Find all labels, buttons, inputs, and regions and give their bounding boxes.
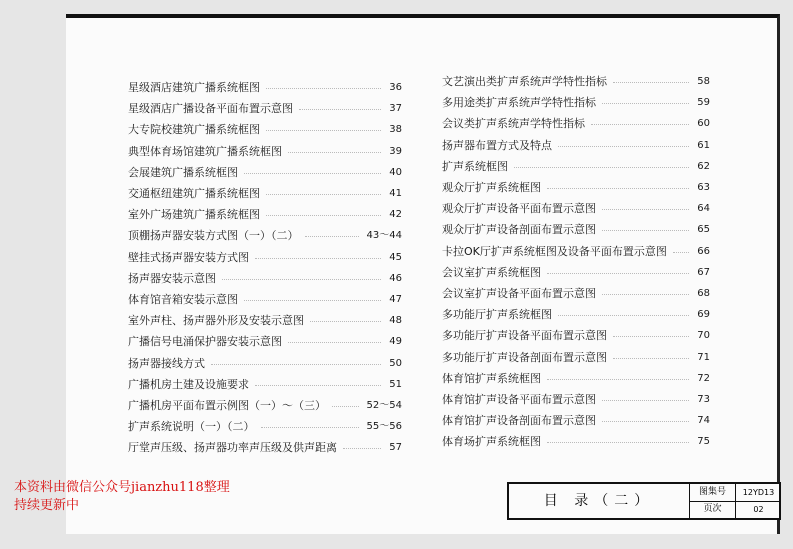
- toc-entry-page: 45: [389, 251, 402, 263]
- toc-entry-title: 室外声柱、扬声器外形及安装示意图: [128, 314, 304, 328]
- toc-leader-dots: [602, 421, 689, 422]
- toc-entry-page: 40: [389, 166, 402, 178]
- toc-entry-page: 50: [389, 357, 402, 369]
- toc-entry-title: 会展建筑广播系统框图: [128, 165, 238, 179]
- toc-entry-page: 70: [697, 330, 710, 342]
- toc-entry: [442, 222, 710, 238]
- toc-entry-title: 多功能厅扩声系统框图: [442, 308, 552, 322]
- toc-entry-page: 59: [697, 97, 710, 109]
- toc-entry: [128, 228, 402, 244]
- toc-leader-dots: [602, 103, 689, 104]
- toc-entry: [442, 74, 710, 90]
- toc-entry-page: 62: [697, 160, 710, 172]
- toc-leader-dots: [305, 236, 359, 237]
- toc-entry-title: 多用途类扩声系统声学特性指标: [442, 96, 596, 110]
- toc-entry-title: 体育馆扩声系统框图: [442, 371, 541, 385]
- toc-leader-dots: [514, 167, 689, 168]
- toc-entry-title: 会议室扩声系统框图: [442, 265, 541, 279]
- toc-entry-page: 55～56: [366, 421, 402, 433]
- toc-leader-dots: [299, 109, 381, 110]
- toc-leader-dots: [288, 342, 381, 343]
- toc-entry: [128, 186, 402, 202]
- toc-entry-page: 69: [697, 309, 710, 321]
- toc-entry-page: 72: [697, 372, 710, 384]
- toc-leader-dots: [558, 315, 689, 316]
- toc-entry: [442, 95, 710, 111]
- toc-entry-title: 星级酒店建筑广播系统框图: [128, 81, 260, 94]
- toc-leader-dots: [547, 188, 689, 189]
- toc-entry: [442, 434, 710, 450]
- toc-entry: [128, 80, 402, 96]
- toc-entry-title: 顶棚扬声器安装方式图（一）（二）: [128, 229, 299, 243]
- toc-entry: [442, 307, 710, 323]
- toc-entry-page: 63: [697, 182, 710, 193]
- toc-entry-page: 60: [697, 118, 710, 130]
- toc-entry-title: 室外广场建筑广播系统框图: [128, 208, 260, 222]
- toc-entry-title: 壁挂式扬声器安装方式图: [128, 250, 249, 264]
- toc-entry-page: 42: [389, 209, 402, 221]
- toc-entry-title: 厅堂声压级、扬声器功率声压级及供声距离: [128, 441, 337, 455]
- toc-entry-page: 41: [389, 188, 402, 199]
- toc-entry-page: 75: [697, 436, 710, 448]
- toc-leader-dots: [547, 442, 689, 443]
- toc-entry-title: 扩声系统框图: [442, 159, 508, 173]
- toc-entry: [442, 180, 710, 196]
- watermark-line-2: 持续更新中: [14, 498, 80, 513]
- toc-entry-title: 卡拉OK厅扩声系统框图及设备平面布置示意图: [442, 244, 667, 258]
- toc-leader-dots: [288, 152, 381, 153]
- toc-entry: [442, 201, 710, 217]
- toc-entry-title: 大专院校建筑广播系统框图: [128, 123, 260, 137]
- toc-leader-dots: [310, 321, 381, 322]
- toc-leader-dots: [266, 194, 381, 195]
- toc-leader-dots: [211, 364, 381, 365]
- toc-entry: [442, 138, 710, 154]
- toc-entry-title: 扩声系统说明（一）（二）: [128, 420, 255, 434]
- toc-entry-title: 扬声器接线方式: [128, 356, 205, 370]
- toc-entry-page: 74: [697, 415, 710, 427]
- toc-leader-dots: [673, 252, 689, 253]
- toc-entry-page: 67: [697, 266, 710, 278]
- toc-entry: [128, 440, 402, 456]
- toc-entry: [128, 334, 402, 350]
- toc-entry-title: 星级酒店广播设备平面布置示意图: [128, 102, 293, 116]
- toc-leader-dots: [261, 427, 359, 428]
- toc-leader-dots: [613, 358, 689, 359]
- toc-entry-page: 37: [389, 103, 402, 115]
- toc-entry-title: 体育馆音箱安装示意图: [128, 293, 238, 306]
- toc-leader-dots: [266, 88, 381, 89]
- document-sheet: [66, 14, 780, 534]
- toc-entry-title: 交通枢纽建筑广播系统框图: [128, 187, 260, 200]
- toc-entry-page: 61: [697, 139, 710, 151]
- toc-entry-page: 64: [697, 203, 710, 215]
- page-number-label: 页次: [690, 501, 736, 518]
- toc-entry-title: 扬声器布置方式及特点: [442, 138, 552, 152]
- toc-entry-page: 47: [389, 294, 402, 305]
- toc-entry-title: 会议类扩声系统声学特性指标: [442, 117, 585, 131]
- toc-entry: [442, 159, 710, 175]
- toc-leader-dots: [255, 385, 381, 386]
- title-block: [507, 482, 781, 520]
- toc-entry-title: 观众厅扩声设备平面布置示意图: [442, 202, 596, 216]
- toc-entry-page: 43～44: [366, 230, 402, 242]
- toc-leader-dots: [244, 173, 381, 174]
- toc-entry: [128, 419, 402, 435]
- toc-entry-title: 典型体育场馆建筑广播系统框图: [128, 144, 282, 158]
- toc-entry: [442, 392, 710, 408]
- toc-entry: [128, 356, 402, 372]
- toc-entry: [442, 350, 710, 366]
- toc-entry: [128, 250, 402, 266]
- toc-leader-dots: [547, 379, 689, 380]
- toc-leader-dots: [244, 300, 381, 301]
- toc-entry: [128, 398, 402, 414]
- toc-entry-page: 51: [389, 378, 402, 390]
- watermark-line-1: 本资料由微信公众号jianzhu118整理: [14, 480, 230, 495]
- document-title: 目 录（二）: [509, 484, 690, 518]
- toc-entry: [442, 413, 710, 429]
- toc-leader-dots: [332, 406, 359, 407]
- toc-leader-dots: [266, 215, 381, 216]
- toc-entry: [442, 371, 710, 387]
- toc-entry-title: 文艺演出类扩声系统声学特性指标: [442, 75, 607, 88]
- toc-entry: [442, 265, 710, 281]
- toc-entry-page: 52～54: [366, 400, 402, 411]
- toc-leader-dots: [602, 209, 689, 210]
- toc-entry: [128, 271, 402, 287]
- toc-entry-page: 73: [697, 394, 710, 405]
- toc-leader-dots: [558, 146, 689, 147]
- toc-entry-title: 扬声器安装示意图: [128, 271, 216, 285]
- toc-entry: [128, 122, 402, 138]
- toc-entry-page: 71: [697, 351, 710, 363]
- toc-leader-dots: [266, 130, 381, 131]
- page-number-value: 02: [753, 505, 764, 514]
- toc-leader-dots: [255, 258, 381, 259]
- toc-entry-title: 广播机房平面布置示例图（一）～（三）: [128, 399, 326, 412]
- toc-entry-page: 48: [389, 315, 402, 327]
- toc-entry-page: 66: [697, 245, 710, 257]
- toc-entry-page: 65: [697, 224, 710, 236]
- toc-entry-title: 多功能厅扩声设备平面布置示意图: [442, 329, 607, 343]
- toc-entry-page: 49: [389, 336, 402, 348]
- toc-entry-page: 39: [389, 145, 402, 157]
- toc-leader-dots: [602, 230, 689, 231]
- toc-entry-title: 体育场扩声系统框图: [442, 435, 541, 449]
- toc-entry: [128, 377, 402, 393]
- toc-entry-page: 58: [697, 76, 710, 87]
- toc-entry-page: 46: [389, 272, 402, 284]
- toc-entry-title: 观众厅扩声设备剖面布置示意图: [442, 223, 596, 237]
- toc-entry: [442, 116, 710, 132]
- toc-leader-dots: [613, 336, 689, 337]
- toc-entry-page: 57: [389, 442, 402, 454]
- toc-entry: [128, 313, 402, 329]
- atlas-number-value: 12YD13: [736, 484, 781, 502]
- toc-leader-dots: [602, 294, 689, 295]
- toc-entry: [128, 101, 402, 117]
- toc-leader-dots: [343, 448, 381, 449]
- toc-entry-title: 体育馆扩声设备剖面布置示意图: [442, 414, 596, 428]
- toc-entry-title: 观众厅扩声系统框图: [442, 181, 541, 194]
- toc-entry-title: 多功能厅扩声设备剖面布置示意图: [442, 350, 607, 364]
- toc-entry-page: 36: [389, 82, 402, 93]
- toc-entry-title: 会议室扩声设备平面布置示意图: [442, 287, 596, 300]
- toc-entry: [442, 328, 710, 344]
- toc-entry-title: 体育馆扩声设备平面布置示意图: [442, 393, 596, 406]
- toc-entry: [128, 144, 402, 160]
- toc-entry-page: 38: [389, 124, 402, 136]
- toc-entry: [442, 286, 710, 302]
- toc-entry-title: 广播信号电涌保护器安装示意图: [128, 335, 282, 349]
- toc-entry: [128, 207, 402, 223]
- toc-leader-dots: [591, 124, 689, 125]
- toc-leader-dots: [222, 279, 381, 280]
- toc-entry: [442, 244, 710, 260]
- atlas-number-label: 图集号: [690, 484, 736, 502]
- toc-leader-dots: [613, 82, 689, 83]
- toc-entry-title: 广播机房土建及设施要求: [128, 377, 249, 391]
- toc-leader-dots: [547, 273, 689, 274]
- toc-entry: [128, 165, 402, 181]
- toc-leader-dots: [602, 400, 689, 401]
- toc-entry: [128, 292, 402, 308]
- toc-entry-page: 68: [697, 288, 710, 299]
